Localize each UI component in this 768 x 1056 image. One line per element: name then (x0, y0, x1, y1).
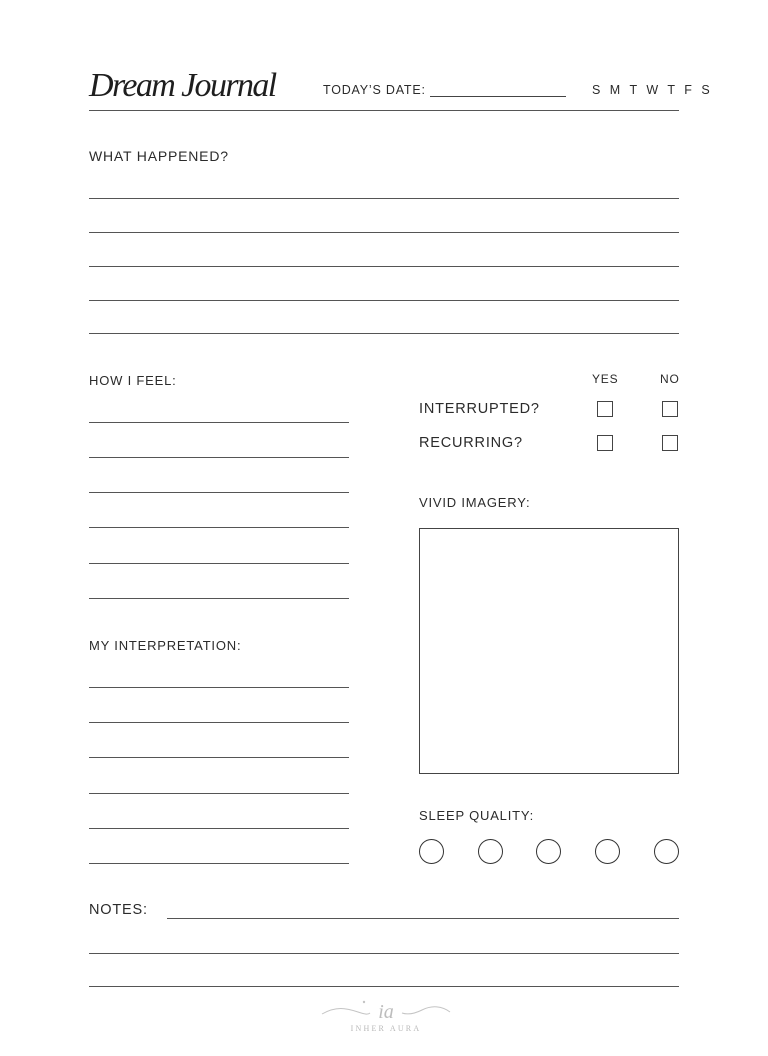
what-happened-line-1[interactable] (89, 198, 679, 199)
notes-line-2[interactable] (89, 953, 679, 954)
sleep-quality-circle-4[interactable] (595, 839, 620, 864)
page-title: Dream Journal (89, 67, 276, 104)
weekday-selector[interactable]: S M T W T F S (592, 83, 713, 97)
what-happened-line-3[interactable] (89, 266, 679, 267)
interpretation-line-3[interactable] (89, 757, 349, 758)
how-i-feel-line-1[interactable] (89, 422, 349, 423)
interpretation-line-4[interactable] (89, 793, 349, 794)
how-i-feel-line-4[interactable] (89, 527, 349, 528)
recurring-yes-checkbox[interactable] (597, 435, 613, 451)
how-i-feel-line-3[interactable] (89, 492, 349, 493)
how-i-feel-line-2[interactable] (89, 457, 349, 458)
yes-column-label: YES (592, 372, 619, 386)
interpretation-line-1[interactable] (89, 687, 349, 688)
how-i-feel-line-5[interactable] (89, 563, 349, 564)
what-happened-line-2[interactable] (89, 232, 679, 233)
sleep-quality-label: SLEEP QUALITY: (419, 808, 535, 823)
sleep-quality-circle-3[interactable] (536, 839, 561, 864)
date-field[interactable] (430, 96, 566, 97)
logo-flourish-icon (318, 996, 454, 1026)
interrupted-label: INTERRUPTED? (419, 401, 540, 417)
my-interpretation-label: MY INTERPRETATION: (89, 638, 242, 653)
brand-logo (318, 996, 454, 1042)
recurring-no-checkbox[interactable] (662, 435, 678, 451)
interrupted-yes-checkbox[interactable] (597, 401, 613, 417)
header-divider (89, 110, 679, 111)
sleep-quality-circle-1[interactable] (419, 839, 444, 864)
logo-name: INHER AURA (350, 1024, 422, 1033)
what-happened-line-4[interactable] (89, 300, 679, 301)
date-label: TODAY’S DATE: (323, 83, 426, 97)
sleep-quality-circle-2[interactable] (478, 839, 503, 864)
how-i-feel-line-6[interactable] (89, 598, 349, 599)
logo-mark: ia (378, 1001, 394, 1023)
notes-line-3[interactable] (89, 986, 679, 987)
what-happened-label: WHAT HAPPENED? (89, 148, 229, 164)
notes-line-1[interactable] (167, 918, 679, 919)
interpretation-line-5[interactable] (89, 828, 349, 829)
how-i-feel-label: HOW I FEEL: (89, 373, 177, 388)
vivid-imagery-box[interactable] (419, 528, 679, 774)
recurring-label: RECURRING? (419, 435, 523, 451)
interrupted-no-checkbox[interactable] (662, 401, 678, 417)
interpretation-line-2[interactable] (89, 722, 349, 723)
notes-label: NOTES: (89, 902, 148, 918)
what-happened-line-5[interactable] (89, 333, 679, 334)
sleep-quality-circle-5[interactable] (654, 839, 679, 864)
vivid-imagery-label: VIVID IMAGERY: (419, 495, 531, 510)
interpretation-line-6[interactable] (89, 863, 349, 864)
no-column-label: NO (660, 372, 680, 386)
